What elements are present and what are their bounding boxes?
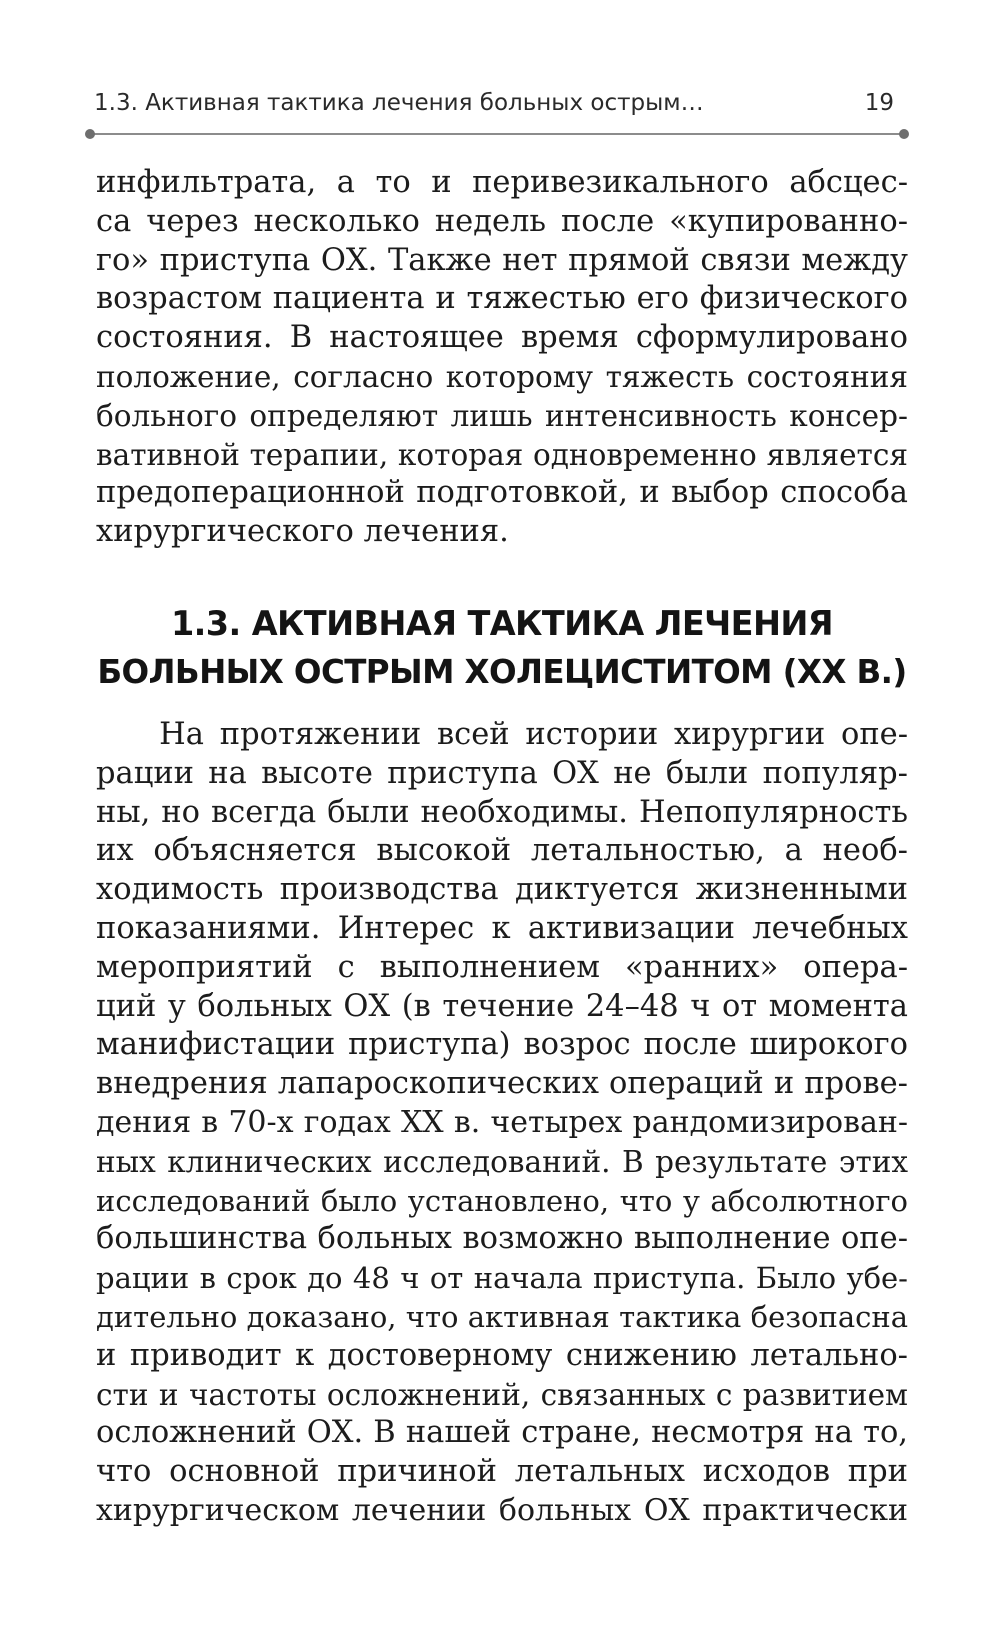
header-rule [90,133,904,135]
text-line: рации в срок до 48 ч от начала приступа. Было убе- [96,1261,908,1296]
text-line: ходимость производства диктуется жизненными [96,872,908,908]
section-heading [96,600,908,696]
text-line: ны, но всегда были необходимы. Непопулярность [96,794,908,830]
text-line: мероприятий с выполнением «ранних» опера- [96,949,908,985]
text-line: сти и частоты осложнений, связанных с развитием [96,1377,908,1412]
text-line: предоперационной подготовкой, и выбор способа [96,475,908,511]
rule-left-dot [85,129,95,139]
text-line: внедрения лапароскопических операций и прове- [96,1066,908,1102]
paragraph-1 [96,164,908,552]
text-line: са через несколько недель после «купированно- [96,203,908,239]
text-line: ных клинических исследований. В результате этих [96,1144,908,1179]
text-line: На протяжении всей истории хирургии опе- [96,717,908,752]
page-number: 19 [864,90,894,116]
text-line: ций у больных ОХ (в течение 24–48 ч от момента [96,988,908,1024]
text-line: что основной причиной летальных исходов при [96,1454,908,1490]
text-line: осложнений ОХ. В нашей стране, несмотря на то, [96,1415,908,1451]
text-line: вативной терапии, которая одновременно является [96,437,908,472]
text-line: инфильтрата, а то и перивезикального абсцес- [96,165,908,200]
text-line: состояния. В настоящее время сформулировано [96,320,908,356]
rule-right-dot [899,129,909,139]
text-line: исследований было установлено, что у абсолютного [96,1183,908,1218]
text-line: рации на высоте приступа ОХ не были популяр- [96,755,908,791]
text-line: дительно доказано, что активная тактика безопасна [96,1299,908,1334]
section-heading-line: 1.3. АКТИВНАЯ ТАКТИКА ЛЕЧЕНИЯ [170,604,834,643]
section-heading-line: БОЛЬНЫХ ОСТРЫМ ХОЛЕЦИСТИТОМ (XX В.) [97,653,907,691]
text-line: их объясняется высокой летальностью, а необ- [96,833,908,869]
text-line: манифистации приступа) возрос после широкого [96,1027,908,1063]
text-line: больного определяют лишь интенсивность консер- [96,398,908,433]
text-line: возрастом пациента и тяжестью его физического [96,281,908,317]
text-line: положение, согласно которому тяжесть состояния [96,359,908,394]
text-line: показаниями. Интерес к активизации лечебных [96,910,908,946]
paragraph-2 [96,716,908,1531]
text-line: го» приступа ОХ. Также нет прямой связи между [96,242,908,278]
running-head-title: 1.3. Активная тактика лечения больных острым… [94,90,704,116]
text-line: и приводит к достоверному снижению летально- [96,1337,908,1373]
text-line: хирургического лечения. [96,514,509,550]
running-head [94,90,900,126]
text-line: дения в 70-х годах XX в. четырех рандомизирован- [96,1104,908,1140]
text-line: хирургическом лечении больных ОХ практически [96,1492,908,1528]
text-line: большинства больных возможно выполнение опе- [96,1221,908,1257]
